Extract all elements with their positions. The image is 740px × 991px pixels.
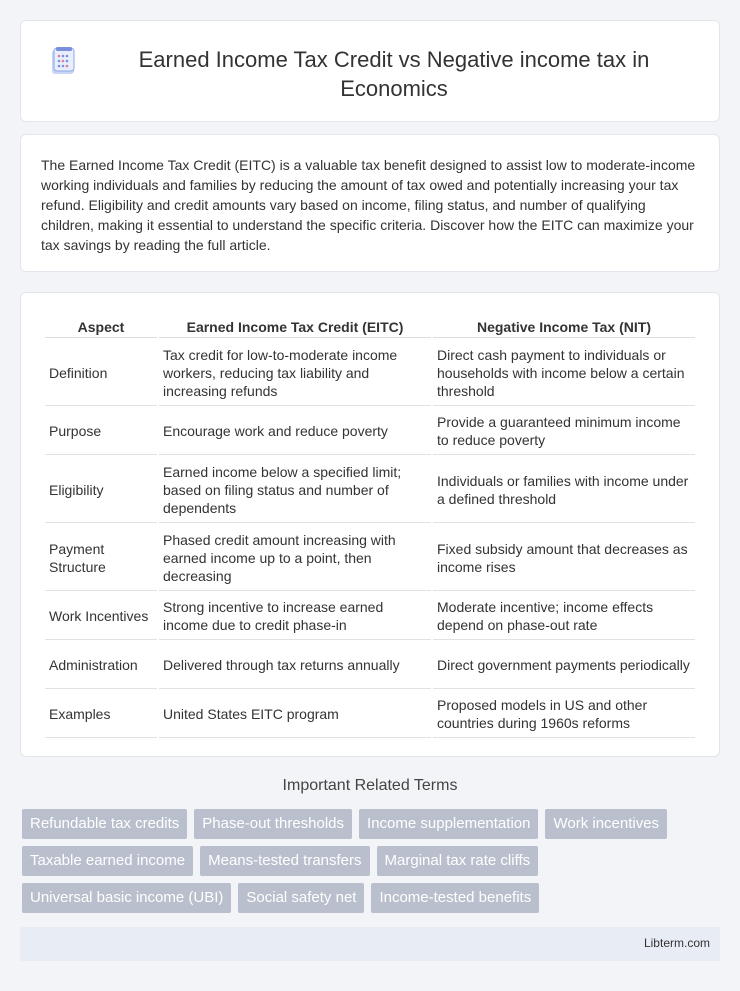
row-eitc: Encourage work and reduce poverty: [159, 408, 431, 455]
table-row: [45, 525, 695, 591]
header-nit: Negative Income Tax (NIT): [433, 315, 695, 338]
row-aspect: Payment Structure: [45, 525, 157, 591]
related-term-tag[interactable]: Phase-out thresholds: [194, 809, 352, 839]
page-title: Earned Income Tax Credit vs Negative income tax in Economics: [138, 47, 650, 101]
related-term-tag[interactable]: Marginal tax rate cliffs: [377, 846, 539, 876]
row-eitc: Strong incentive to increase earned income due to credit phase-in: [159, 593, 431, 640]
row-nit: Moderate incentive; income effects depend on phase-out rate: [433, 593, 695, 640]
related-term-tag[interactable]: Universal basic income (UBI): [22, 883, 231, 913]
related-term-tag[interactable]: Taxable earned income: [22, 846, 193, 876]
table-header-row: [45, 315, 695, 338]
row-nit: Individuals or families with income under a defined threshold: [433, 457, 695, 523]
row-aspect: Purpose: [45, 408, 157, 455]
row-aspect: Administration: [45, 642, 157, 689]
row-nit: Proposed models in US and other countries during 1960s reforms: [433, 691, 695, 738]
row-aspect: Definition: [45, 340, 157, 406]
table-row: [45, 340, 695, 406]
header-card: [20, 20, 720, 122]
related-term-tag[interactable]: Income-tested benefits: [371, 883, 539, 913]
table-row: [45, 408, 695, 455]
intro-paragraph: The Earned Income Tax Credit (EITC) is a valuable tax benefit designed to assist low to moderate-income working individuals and families by reducing the amount of tax owed and potentially increasing your tax refund. Eligibility and credit amounts vary based on income, filing status, and number of qualifying children, making it essential to understand the specific criteria. Discover how the EITC can maximize your tax savings by reading the full article.: [41, 157, 696, 253]
intro-card: [20, 134, 720, 272]
related-term-tag[interactable]: Work incentives: [545, 809, 667, 839]
related-term-tag[interactable]: Means-tested transfers: [200, 846, 369, 876]
row-aspect: Work Incentives: [45, 593, 157, 640]
table-row: [45, 642, 695, 689]
row-eitc: Earned income below a specified limit; based on filing status and number of dependents: [159, 457, 431, 523]
row-aspect: Examples: [45, 691, 157, 738]
related-term-tag[interactable]: Income supplementation: [359, 809, 538, 839]
related-terms-list: [22, 809, 722, 913]
row-eitc: Delivered through tax returns annually: [159, 642, 431, 689]
document-icon: [51, 47, 77, 75]
row-eitc: Phased credit amount increasing with earned income up to a point, then decreasing: [159, 525, 431, 591]
row-eitc: Tax credit for low-to-moderate income workers, reducing tax liability and increasing refunds: [159, 340, 431, 406]
header-aspect: Aspect: [45, 315, 157, 338]
row-nit: Direct cash payment to individuals or households with income below a certain threshold: [433, 340, 695, 406]
row-aspect: Eligibility: [45, 457, 157, 523]
row-nit: Direct government payments periodically: [433, 642, 695, 689]
row-nit: Provide a guaranteed minimum income to reduce poverty: [433, 408, 695, 455]
row-eitc: United States EITC program: [159, 691, 431, 738]
row-nit: Fixed subsidy amount that decreases as income rises: [433, 525, 695, 591]
comparison-table: [43, 313, 697, 740]
comparison-table-card: [20, 292, 720, 757]
related-term-tag[interactable]: Social safety net: [238, 883, 364, 913]
table-row: [45, 691, 695, 738]
related-terms-title: Important Related Terms: [282, 777, 458, 794]
footer-site-link[interactable]: Libterm.com: [643, 936, 710, 950]
table-row: [45, 593, 695, 640]
footer: [20, 927, 720, 961]
header-eitc: Earned Income Tax Credit (EITC): [159, 315, 431, 338]
related-term-tag[interactable]: Refundable tax credits: [22, 809, 187, 839]
table-row: [45, 457, 695, 523]
